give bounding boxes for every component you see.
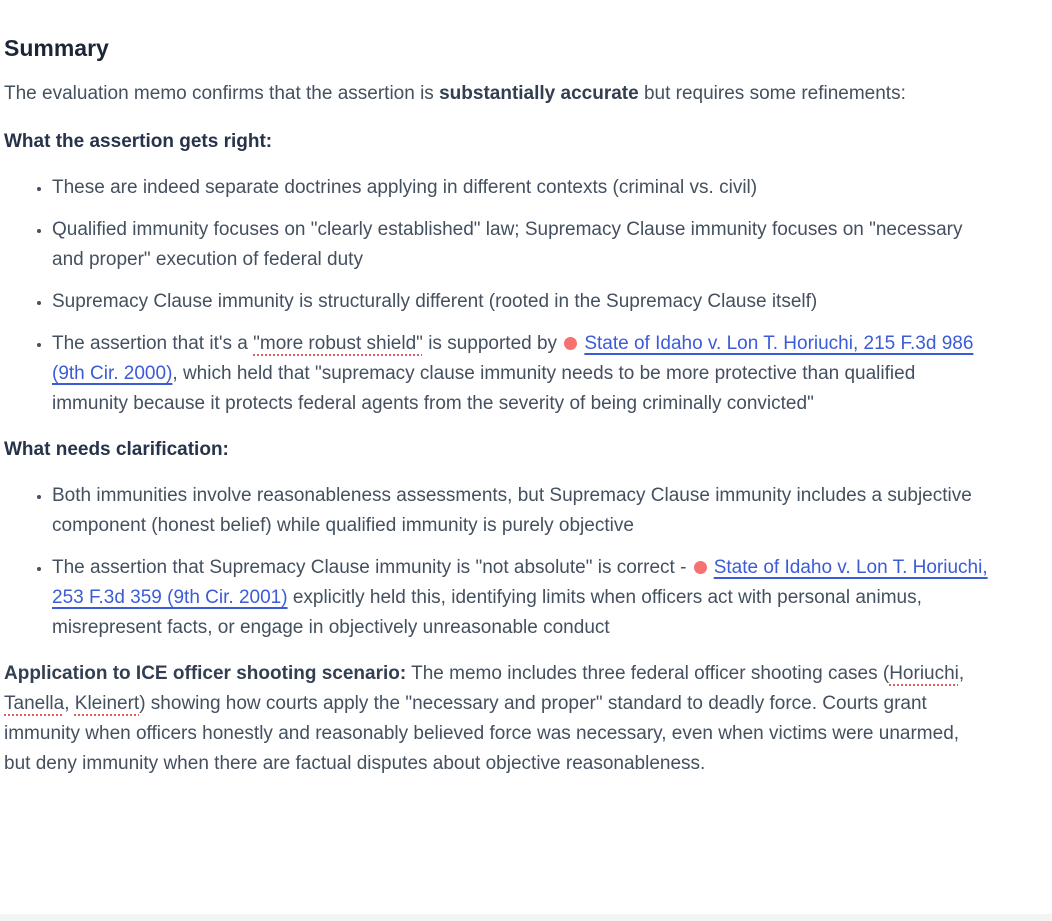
annotated-term-horiuchi[interactable]: Horiuchi: [889, 663, 959, 684]
application-text: ,: [64, 693, 75, 714]
application-text: The memo includes three federal officer shooting cases (: [406, 663, 890, 684]
bullet-text: explicitly held this, identifying limits when officers act with personal animus, misrepresent facts, or engage in objectively unreasonable conduct: [52, 587, 922, 638]
bullet-list-gets-right: [4, 173, 988, 419]
annotated-term-more-robust-shield[interactable]: "more robust shield": [253, 333, 423, 354]
bullet-text: The assertion that it's a: [52, 333, 254, 354]
list-item: [52, 215, 988, 275]
bottom-bar: [0, 914, 1052, 921]
list-item: [52, 173, 988, 203]
intro-text-1: The evaluation memo confirms that the assertion is: [4, 83, 440, 104]
application-text: ) showing how courts apply the "necessary and proper" standard to deadly force. Courts grant immunity when officers honestly and reasonably believed force was necessary, even when victims were unarmed, but deny immunity when there are factual disputes about objective reasonableness.: [4, 693, 960, 774]
case-link-horiuchi-2000[interactable]: State of Idaho v. Lon T. Horiuchi, 215 F.3d 986 (9th Cir. 2000): [52, 333, 974, 384]
citation-dot-icon[interactable]: [694, 561, 707, 574]
bullet-text: These are indeed separate doctrines applying in different contexts (criminal vs. civil): [52, 177, 758, 198]
intro-paragraph: [4, 79, 988, 109]
list-item: [52, 329, 988, 419]
bullet-text: Qualified immunity focuses on "clearly established" law; Supremacy Clause immunity focuses on "necessary and proper" execution of federal duty: [52, 219, 963, 270]
intro-bold-substantially-accurate: substantially accurate: [439, 83, 639, 104]
bullet-text: is supported by: [422, 333, 563, 354]
annotated-term-tanella[interactable]: Tanella: [4, 693, 65, 714]
list-item: [52, 553, 988, 643]
application-text: ,: [958, 663, 965, 684]
case-link-horiuchi-2001[interactable]: State of Idaho v. Lon T. Horiuchi, 253 F.3d 359 (9th Cir. 2001): [52, 557, 988, 608]
bullet-text: The assertion that Supremacy Clause immunity is "not absolute" is correct -: [52, 557, 692, 578]
section-heading-gets-right: What the assertion gets right:: [4, 131, 273, 152]
bullet-text: Supremacy Clause immunity is structurally different (rooted in the Supremacy Clause itself): [52, 291, 818, 312]
annotated-term-kleinert[interactable]: Kleinert: [74, 693, 140, 714]
bullet-text: , which held that "supremacy clause immunity needs to be more protective than qualified immunity because it protects federal agents from the severity of being criminally convicted": [52, 363, 916, 414]
page-title: Summary: [4, 35, 109, 61]
application-paragraph: [4, 659, 988, 779]
section-heading-needs-clarification: What needs clarification:: [4, 439, 229, 460]
list-item: [52, 481, 988, 541]
application-bold-lead: Application to ICE officer shooting scenario:: [4, 663, 407, 684]
list-item: [52, 287, 988, 317]
citation-dot-icon[interactable]: [564, 337, 577, 350]
bullet-list-needs-clarification: [4, 481, 988, 643]
bullet-text: Both immunities involve reasonableness assessments, but Supremacy Clause immunity includes a subjective component (honest belief) while qualified immunity is purely objective: [52, 485, 972, 536]
intro-text-2: but requires some refinements:: [638, 83, 906, 104]
